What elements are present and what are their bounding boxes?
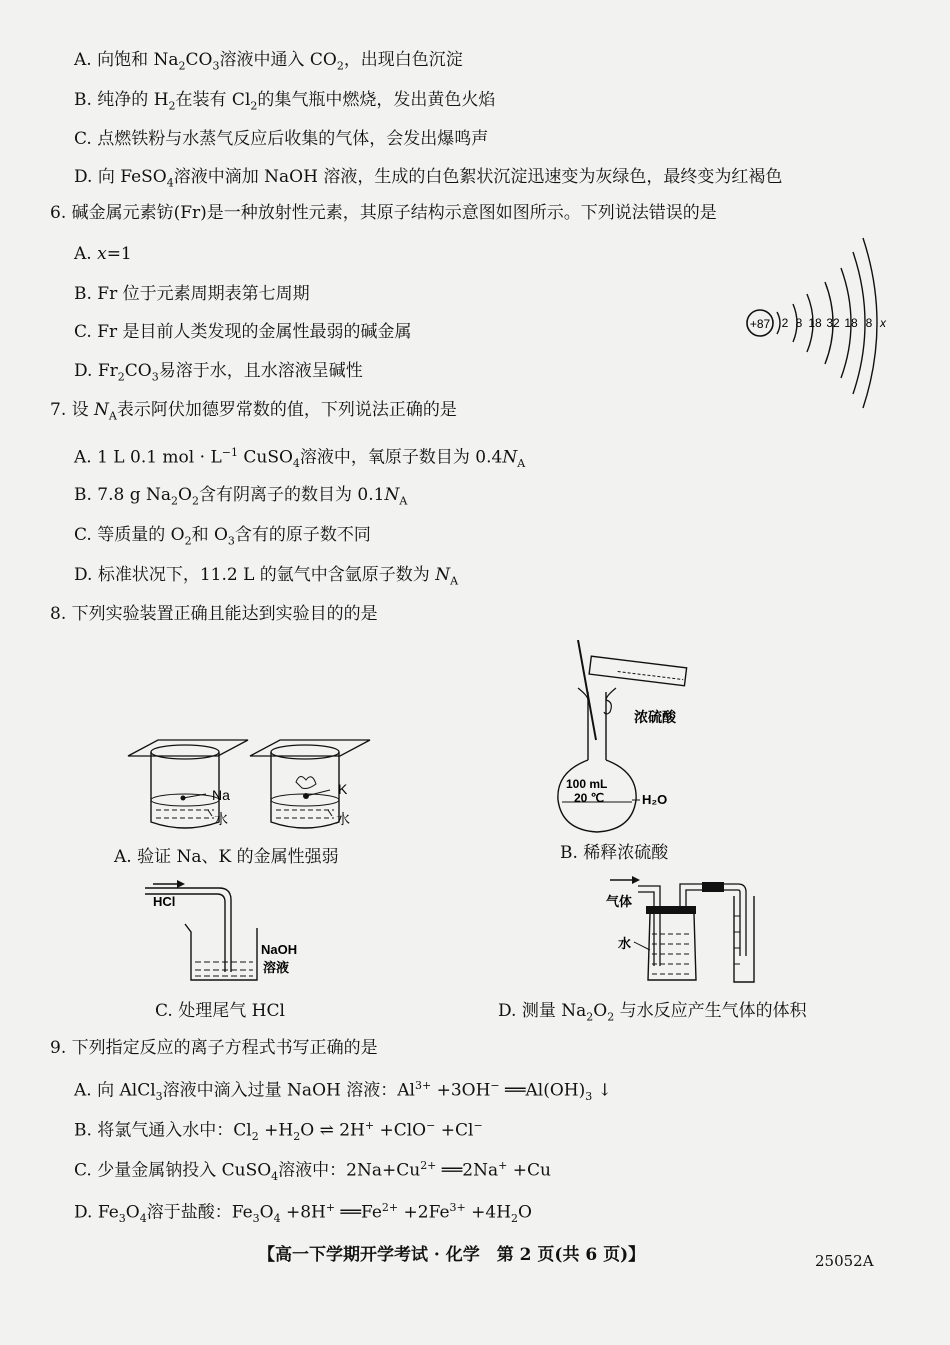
q6-option-b: B. Fr 位于元素周期表第七周期 (74, 284, 310, 304)
shell-3: 18 (808, 316, 822, 330)
shell-1: 2 (781, 316, 789, 330)
label-naoh: NaOH (261, 942, 298, 957)
label-water-1: 水 (214, 811, 228, 827)
shell-7: x (880, 316, 886, 330)
q8-stem: 8. 下列实验装置正确且能达到实验目的的是 (50, 604, 378, 624)
label-gas: 气体 (606, 894, 633, 909)
fr-atom-diagram (735, 232, 895, 412)
apparatus-d-caption: D. 测量 $Na_2O_2$ 与水反应产生气体的体积 (498, 1001, 807, 1024)
apparatus-c (145, 876, 325, 986)
label-acid: 浓硫酸 (634, 709, 676, 725)
label-k: K (338, 781, 348, 797)
page-footer: 【高一下学期开学考试 · 化学 第 2 页(共 6 页)】 (258, 1245, 646, 1265)
q5-option-c: C. 点燃铁粉与水蒸气反应后收集的气体，会发出爆鸣声 (74, 129, 489, 149)
q5-option-d: D. 向 FeSO$_4$溶液中滴加 NaOH 溶液，生成的白色絮状沉淀迅速变为灰绿色，最终变为红褐色 (74, 167, 783, 190)
q5-option-b: B. 纯净的 $H_2$在装有 $Cl_2$的集气瓶中燃烧，发出黄色火焰 (74, 90, 496, 113)
flask-temp: 20 ℃ (574, 791, 605, 805)
q7-option-d: D. 标准状况下，11.2 L 的氩气中含氩原子数为 $N_A$ (74, 565, 459, 588)
label-water-2: 水 (336, 811, 350, 827)
q7-option-c: C. 等质量的 $O_2$和 $O_3$含有的原子数不同 (74, 525, 371, 548)
q6-option-d: D. $Fr_2CO_3$易溶于水，且水溶液呈碱性 (74, 361, 363, 384)
q5-option-a: A. 向饱和 $Na_2CO_3$溶液中通入 $CO_2$，出现白色沉淀 (74, 50, 463, 73)
q9-option-c: C. 少量金属钠投入 CuSO$_4$溶液中：$2Na+Cu^{2+}$ ══2Na+ +Cu (74, 1159, 551, 1184)
shell-5: 18 (844, 316, 858, 330)
apparatus-b-caption: B. 稀释浓硫酸 (560, 843, 669, 863)
q7-option-b: B. 7.8 g $Na_2O_2$含有阴离子的数目为 $0.1N_A$ (74, 485, 408, 508)
shell-4: 32 (826, 316, 840, 330)
q6-option-a: A. x=1 (74, 244, 132, 264)
shell-2: 8 (795, 316, 803, 330)
apparatus-a-caption: A. 验证 Na、K 的金属性强弱 (114, 847, 339, 867)
q7-option-a: A. 1 L 0.1 mol · $L^{-1}$ CuSO$_4$溶液中，氧原子数目为 $0.4N_A$ (74, 446, 526, 471)
label-water: 水 (618, 936, 632, 951)
q6-stem: 6. 碱金属元素钫(Fr)是一种放射性元素，其原子结构示意图如图所示。下列说法错误的是 (50, 203, 717, 223)
label-h2o: H₂O (642, 792, 668, 807)
label-na: Na (212, 787, 230, 803)
label-solution: 溶液 (263, 960, 290, 975)
label-hcl: HCl (153, 894, 176, 909)
q9-stem: 9. 下列指定反应的离子方程式书写正确的是 (50, 1038, 378, 1058)
paper-code: 25052A (815, 1252, 874, 1270)
q7-stem: 7. 设 $N_A$表示阿伏加德罗常数的值，下列说法正确的是 (50, 400, 457, 423)
nucleus-charge: +87 (749, 317, 771, 331)
q9-option-a: A. 向 AlCl$_3$溶液中滴入过量 NaOH 溶液：$Al^{3+} +3OH^-$ $══Al(OH)_3$ ↓ (74, 1079, 612, 1104)
q6-option-c: C. Fr 是目前人类发现的金属性最弱的碱金属 (74, 322, 412, 342)
flask-volume: 100 mL (566, 777, 608, 791)
q9-option-d: D. $Fe_3O_4$溶于盐酸：$Fe_3O_4 +8H^+$ $══Fe^{2+} +2Fe^{3+} +4H_2O$ (74, 1201, 532, 1226)
apparatus-b (548, 640, 708, 840)
apparatus-c-caption: C. 处理尾气 HCl (155, 1001, 285, 1021)
q9-option-b: B. 将氯气通入水中：$Cl_2 +H_2O$ ⇌ 2H+ +ClO− +Cl− (74, 1119, 483, 1144)
apparatus-a (120, 738, 390, 838)
apparatus-d (598, 876, 778, 986)
shell-6: 8 (865, 316, 873, 330)
